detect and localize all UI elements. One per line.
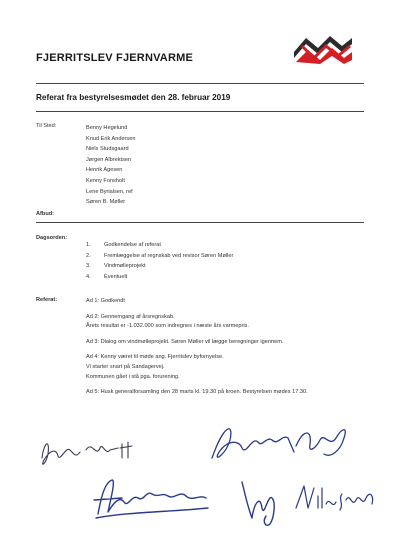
agenda-item — [86, 272, 233, 283]
minutes-line: Ad 2: Gennemgang af årsregnskab. — [86, 313, 175, 320]
org-name: FJERRITSLEV FJERNVARME — [36, 52, 193, 64]
minutes-item-5 — [86, 388, 308, 398]
minutes-section — [86, 297, 308, 398]
minutes-line: Ad 5: Husk generalforsamling den 28 marts kl. 19.30 på kroen. Bestyrelsen mødes 17.30. — [86, 389, 308, 396]
agenda-list — [86, 240, 233, 282]
signature-3 — [88, 472, 214, 522]
minutes-line: Ad 1: Godkendt — [86, 298, 125, 304]
header-divider — [36, 83, 364, 84]
dagsorden-label: Dagsorden: — [36, 235, 68, 241]
minutes-line: Ad 3: Dialog om vindmølleprojekt. Søren Møller vil lægge beregninger igennem. — [86, 338, 284, 345]
agenda-text: Vindmølleprojekt — [104, 263, 146, 270]
attendee-item: Niels Studsgaard — [86, 146, 129, 153]
referat-label: Referat: — [36, 297, 58, 303]
agenda-number: 3. — [86, 263, 91, 270]
minutes-line: Ad 4: Kenny været til møde ang. Fjerritslev byfornyelse. — [86, 354, 224, 361]
agenda-text: Godkendelse af referat — [104, 242, 161, 248]
attendee-list — [86, 123, 135, 208]
minutes-item-3 — [86, 338, 308, 348]
document-title: Referat fra bestyrelsesmødet den 28. februar 2019 — [36, 93, 231, 102]
til-sted-label: Til Sted: — [36, 123, 57, 129]
agenda-text: Fremlæggelse af regnskab ved revisor Søren Møller — [104, 252, 234, 259]
minutes-item-1 — [86, 297, 308, 307]
signature-2 — [204, 418, 354, 474]
agenda-number: 4. — [86, 273, 91, 280]
signature-1 — [36, 428, 156, 472]
minutes-item-2 — [86, 313, 308, 332]
attendee-item: Kenny Fonsholt — [86, 177, 125, 184]
agenda-item — [86, 251, 233, 262]
attendee-item: Benny Hegelund — [86, 125, 128, 131]
minutes-item-4 — [86, 353, 308, 382]
attendee-item: Søren B. Møller — [86, 199, 126, 206]
company-logo-icon — [292, 32, 354, 64]
signature-5 — [290, 478, 380, 518]
minutes-line: Årets resultat er -1.032.000 som indregnes i næste års varmepris. — [86, 323, 249, 330]
agenda-item — [86, 240, 233, 251]
afbud-divider — [36, 222, 364, 223]
afbud-label: Afbud: — [36, 211, 55, 217]
minutes-line: Kommunen gået i stå pga. forurening. — [86, 373, 180, 380]
attendee-item: Jørgen Albrektsen — [86, 156, 132, 163]
attendee-item: Knud Erik Andersen — [86, 135, 136, 142]
signature-4 — [236, 474, 282, 528]
agenda-text: Eventuelt — [104, 273, 128, 280]
agenda-number: 1. — [86, 242, 91, 248]
agenda-item — [86, 261, 233, 272]
title-divider — [36, 111, 364, 112]
minutes-line: Vi starter snart på Sandagervej. — [86, 363, 165, 370]
attendee-item: Henrik Agesen — [86, 167, 123, 174]
agenda-number: 2. — [86, 252, 91, 259]
attendee-item: Lene Byrialsen, ref — [86, 188, 133, 195]
